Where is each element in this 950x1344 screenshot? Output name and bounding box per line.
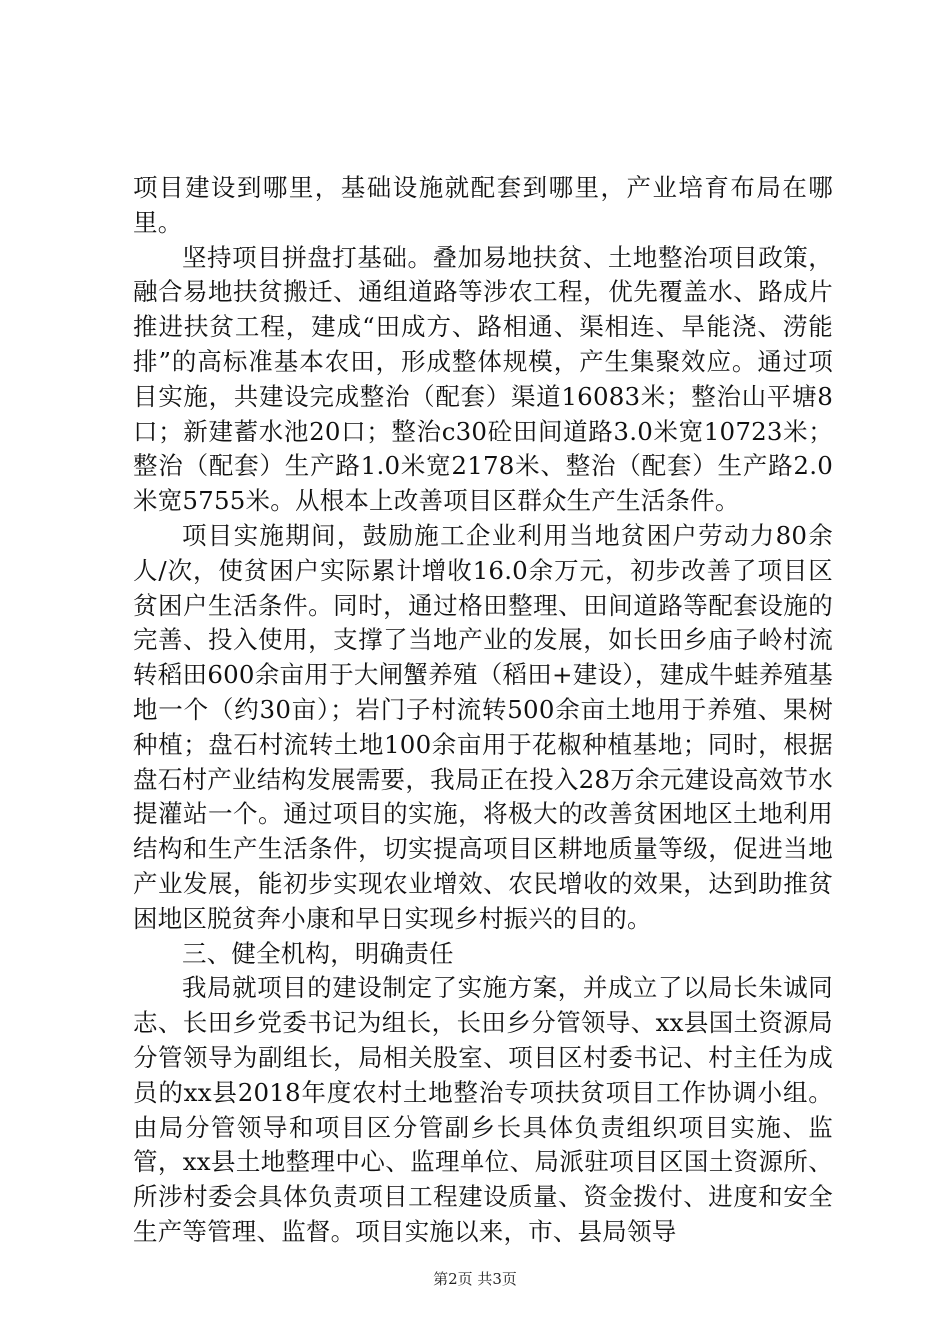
document-body — [133, 171, 833, 1250]
page-number-footer: 第2页 共3页 — [433, 1270, 517, 1288]
paragraph-organization: 我局就项目的建设制定了实施方案，并成立了以局长朱诚同志、长田乡党委书记为组长，长田乡分管领导、xx县国土资源局分管领导为副组长，局相关股室、项目区村委书记、村主任为成员的xx县2018年度农村土地整治专项扶贫项目工作协调小组。由局分管领导和项目区分管副乡长具体负责组织项目实施、监管，xx县土地整理中心、监理单位、局派驻项目区国土资源所、所涉村委会具体负责项目工程建设质量、资金拨付、进度和安全生产等管理、监督。项目实施以来，市、县局领导 — [133, 973, 833, 1246]
section-heading: 三、健全机构，明确责任 — [182, 938, 454, 968]
paragraph-project-foundation: 坚持项目拼盘打基础。叠加易地扶贫、土地整治项目政策，融合易地扶贫搬迁、通组道路等涉农工程，优先覆盖水、路成片推进扶贫工程，建成“田成方、路相通、渠相连、旱能浇、涝能排”的高标准基本农田，形成整体规模，产生集聚效应。通过项目实施，共建设完成整治（配套）渠道16083米；整治山平塘8口；新建蓄水池20口；整治c30砼田间道路3.0米宽10723米；整治（配套）生产路1.0米宽2178米、整治（配套）生产路2.0米宽5755米。从根本上改善项目区群众生产生活条件。 — [133, 242, 833, 516]
paragraph-implementation-benefits: 项目实施期间，鼓励施工企业利用当地贫困户劳动力80余人/次，使贫困户实际累计增收16.0余万元，初步改善了项目区贫困户生活条件。同时，通过格田整理、田间道路等配套设施的完善、投入使用，支撑了当地产业的发展，如长田乡庙子岭村流转稻田600余亩用于大闸蟹养殖（稻田+建设），建成牛蛙养殖基地一个（约30亩）；岩门子村流转500余亩土地用于养殖、果树种植；盘石村流转土地100余亩用于花椒种植基地；同时，根据盘石村产业结构发展需要，我局正在投入28万余元建设高效节水提灌站一个。通过项目的实施，将极大的改善贫困地区土地利用结构和生产生活条件，切实提高项目区耕地质量等级，促进当地产业发展，能初步实现农业增效、农民增收的效果，达到助推贫困地区脱贫奔小康和早日实现乡村振兴的目的。 — [133, 520, 833, 933]
paragraph-intro-end: 项目建设到哪里，基础设施就配套到哪里，产业培育布局在哪里。 — [133, 173, 833, 237]
